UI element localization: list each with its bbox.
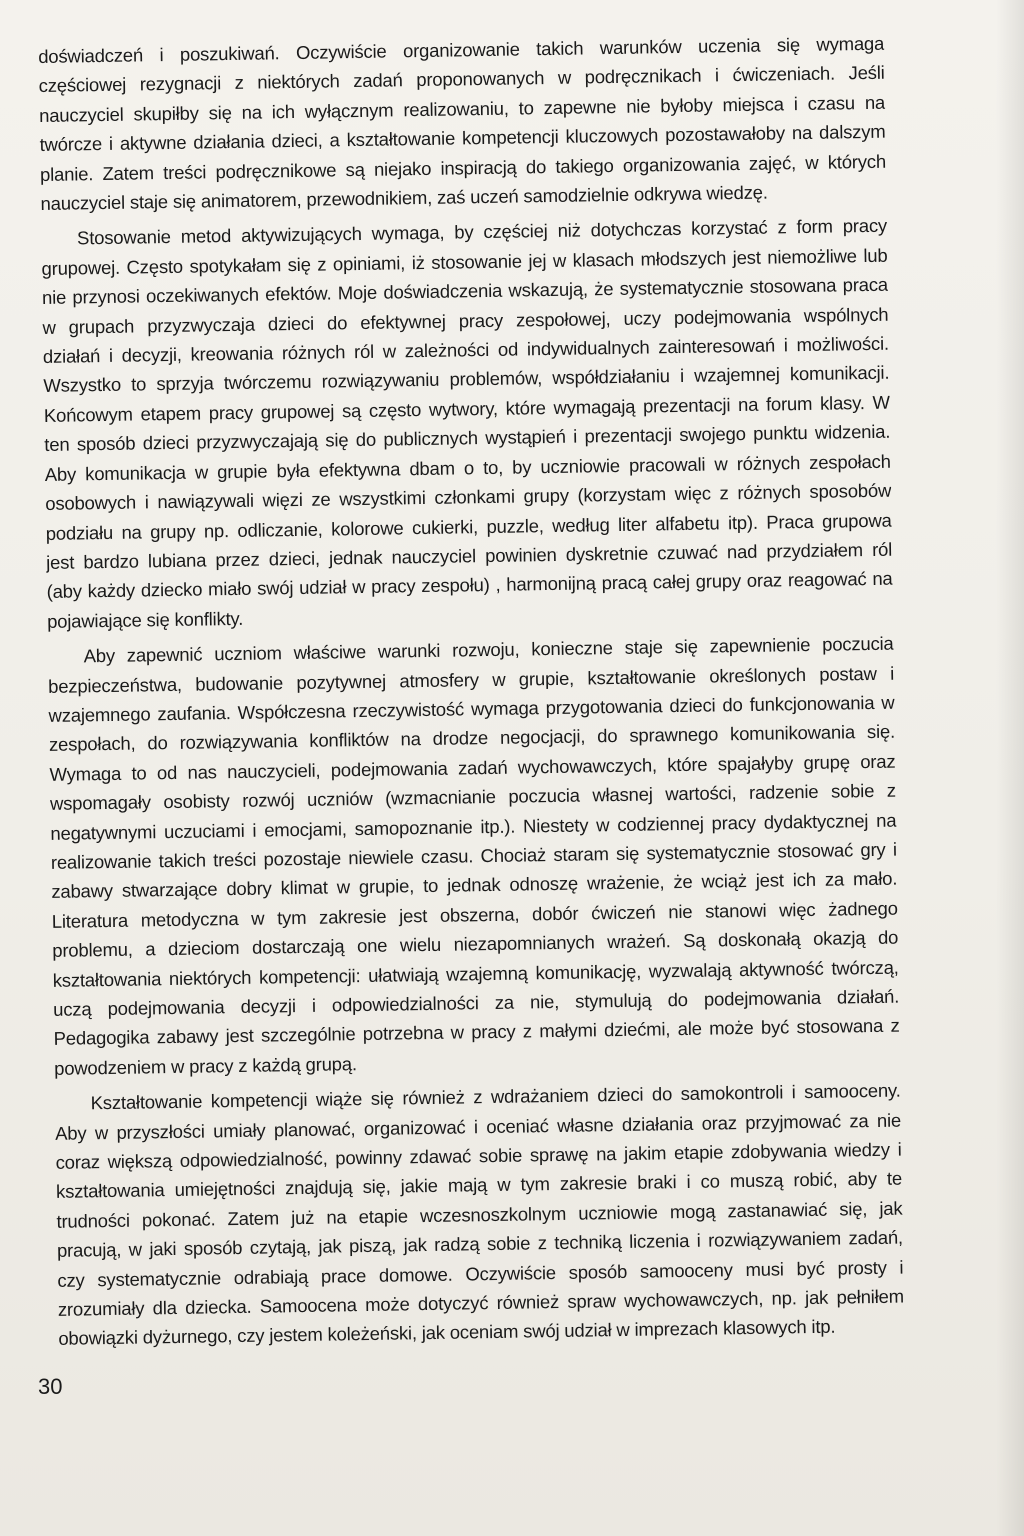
text-line: ten sposób dzieci przyzwyczajają się do publicznych wystąpień i prezentacji swojego punktu widzenia.: [44, 420, 891, 456]
text-line: negatywnymi uczuciami i emocjami, samopoznanie itp.). Niestety w codziennej pracy dydaktycznej na: [50, 809, 897, 844]
text-line: Aby w przyszłości umiały planować, organizować i oceniać własne działania oraz przyjmować za nie: [54, 1109, 902, 1144]
text-line: trudności pokonać. Zatem już na etapie wczesnoszkolnym uczniowie mogą zastanawiać się, jak: [56, 1197, 903, 1232]
text-line: realizowanie takich treści pozostaje niewiele czasu. Chociaż staram się systematycznie stosować gry i: [50, 838, 897, 873]
text-line: Pedagogika zabawy jest szczególnie potrzebna w pracy z małymi dziećmi, ale może być stosowana z: [53, 1014, 900, 1050]
text-line: zespołach, do rozwiązywania konfliktów na drodze negocjacji, do sprawnego komunikowania się.: [48, 720, 896, 756]
text-line: doświadczeń i poszukiwań. Oczywiście organizowanie takich warunków uczenia się wymaga: [38, 32, 885, 67]
text-line: zrozumiały dla dziecka. Samoocena może dotyczyć również spraw wychowawczych, np. jak pełniłem: [57, 1285, 904, 1320]
text-line: uczą podejmowania decyzji i odpowiedzialności za nie, stymulują do podejmowania działań.: [53, 985, 900, 1020]
paragraph-2: [41, 211, 893, 636]
paragraph-4: [54, 1076, 904, 1354]
text-line: nie przynosi oczekiwanych efektów. Moje doświadczenia wskazują, że systematycznie stosowana praca: [41, 273, 889, 309]
text-line: pojawiające się konflikty.: [46, 607, 244, 632]
text-line: Wszystko to sprzyja twórczemu rozwiązywaniu problemów, współdziałaniu i wzajemnej komunikacji.: [43, 362, 890, 397]
page-edge-shadow: [996, 0, 1024, 1536]
body-text: [38, 29, 905, 1360]
text-line: grupowej. Często spotykałam się z opiniami, iż stosowanie jej w klasach młodszych jest niemożliwe lub: [41, 244, 888, 279]
text-line: Aby komunikacja w grupie była efektywna dbam o to, by uczniowie pracowali w różnych zespołach: [44, 450, 891, 485]
text-line: Stosowanie metod aktywizujących wymaga, by częściej niż dotychczas korzystać z form pracy: [76, 215, 888, 249]
text-line: problemu, a dzieciom dostarczają one wielu niezapomnianych wrażeń. Są doskonałą okazją do: [52, 926, 899, 962]
text-line: twórcze i aktywne działania dzieci, a kształtowanie kompetencji kluczowych pozostawałoby na dalszym: [39, 120, 886, 156]
text-line: pracują, w jaki sposób czytają, jak piszą, jak radzą sobie z techniką liczenia i rozwiązywaniem zadań,: [56, 1226, 904, 1262]
text-line: obowiązki dyżurnego, czy jestem koleżeński, jak oceniam swój udział w imprezach klasowych itp.: [58, 1316, 836, 1350]
text-line: (aby każdy dziecko miało swój udział w pracy zespołu) , harmonijną pracą całej grupy oraz reagować na: [46, 567, 893, 603]
text-line: kształtowania umiejętności znajdują się, jakie mają w tym zakresie braki i co muszą robić, aby te: [55, 1168, 903, 1203]
text-line: bezpieczeństwa, budowanie pozytywnej atmosfery w grupie, kształtowanie określonych postaw i: [47, 662, 895, 697]
text-line: Końcowym etapem pracy grupowej są często wytwory, które wymagają prezentacji na forum klasy. W: [43, 391, 890, 426]
text-line: jest bardzo lubiana przez dzieci, jednak nauczyciel powinien dyskretnie czuwać nad przydziałem ról: [46, 538, 893, 573]
text-line: kształtowania niektórych kompetencji: ułatwiają wzajemną komunikację, wyzwalają aktywność twórczą,: [52, 956, 899, 991]
paragraph-1: [38, 29, 887, 219]
text-line: Kształtowanie kompetencji wiąże się również z wdrażaniem dzieci do samokontroli i samooceny.: [90, 1079, 901, 1114]
page-number: 30: [38, 1374, 63, 1399]
text-line: w grupach przyzwyczaja dzieci do efektywnej pracy zespołowej, uczy podejmowania wspólnych: [42, 303, 889, 338]
text-line: osobowych i nawiązywali więzi ze wszystkimi członkami grupy (korzystam więc z różnych sposobów: [45, 479, 892, 515]
text-line: powodzeniem w pracy z każdą grupą.: [53, 1052, 357, 1079]
text-line: nauczyciel skupiłby się na ich wyłącznym realizowaniu, to zapewne nie byłoby miejsca i czasu na: [38, 91, 886, 126]
text-line: zabawy stwarzające dobry klimat w grupie, to jednak odnoszę wrażenie, że wciąż jest ich za mało.: [51, 867, 898, 903]
text-line: podziału na grupy np. odliczanie, kolorowe cukierki, puzzle, według liter alfabetu itp). Praca grupowa: [45, 509, 892, 544]
text-line: wzajemnego zaufania. Współczesna rzeczywistość wymaga przygotowania dzieci do funkcjonowania w: [48, 691, 895, 726]
text-line: Wymaga to od nas nauczycieli, podejmowania zadań wychowawczych, które spajałyby grupę oraz: [49, 750, 896, 785]
text-line: planie. Zatem treści podręcznikowe są niejako inspiracją do takiego organizowania zajęć, w których: [39, 150, 887, 185]
text-line: wspomagały osobisty rozwój uczniów (wzmacnianie poczucia własnej wartości, radzenie sobie z: [49, 779, 897, 815]
text-line: Aby zapewnić uczniom właściwe warunki rozwoju, konieczne staje się zapewnienie poczucia: [83, 632, 894, 667]
text-line: działań i decyzji, kreowania różnych ról w zależności od indywidualnych zainteresowań i możliwości.: [42, 332, 890, 368]
text-line: coraz większą odpowiedzialność, powinny zdawać sobie sprawę na jakim etapie zdobywania wiedzy i: [55, 1138, 902, 1173]
text-line: Literatura metodyczna w tym zakresie jest obszerna, dobór ćwiczeń nie stanowi więc żadnego: [51, 897, 898, 932]
text-line: czy systematycznie odrabiają prace domowe. Oczywiście sposób samooceny musi być prosty i: [57, 1256, 904, 1291]
paragraph-3: [47, 629, 900, 1083]
text-line: częściowej rezygnacji z niektórych zadań proponowanych w podręcznikach i ćwiczeniach. Jeśli: [38, 62, 885, 97]
text-line: nauczyciel staje się animatorem, przewodnikiem, zaś uczeń samodzielnie odkrywa wiedzę.: [40, 181, 768, 215]
